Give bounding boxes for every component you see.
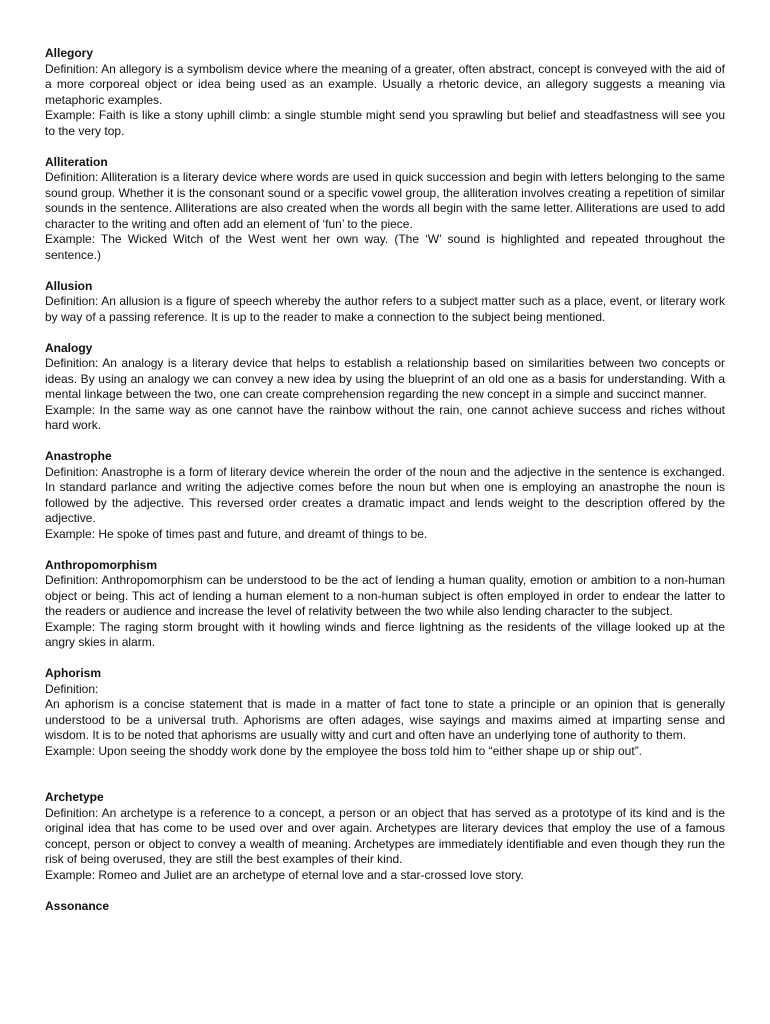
term-heading: Archetype — [45, 790, 104, 804]
glossary-page — [45, 46, 725, 930]
definition-text: Definition: Anthropomorphism can be understood to be the act of lending a human quality, emotion or ambition to a non-human object or being. This act of lending a human element to a non-human subject is often employed in order to endear the latter to the readers or audience and increase the level of relativity between the two while also lending character to the subject. — [45, 573, 725, 618]
example-text: Example: He spoke of times past and future, and dreamt of things to be. — [45, 526, 428, 541]
example-text: Example: Romeo and Juliet are an archetype of eternal love and a star-crossed love story. — [45, 867, 524, 882]
entry-assonance — [45, 899, 725, 915]
entry-alliteration — [45, 155, 725, 264]
entry-anastrophe — [45, 449, 725, 542]
term-heading: Allusion — [45, 278, 93, 293]
entry-anthropomorphism — [45, 558, 725, 651]
term-heading: Assonance — [45, 898, 110, 913]
example-text: Example: The Wicked Witch of the West went her own way. (The ‘W’ sound is highlighted and repeated throughout the sentence.) — [45, 232, 725, 262]
example-text: Example: Upon seeing the shoddy work done by the employee the boss told him to “either shape up or ship out”. — [45, 743, 643, 758]
definition-text: Definition: Alliteration is a literary device where words are used in quick succession and begin with letters belonging to the same sound group. Whether it is the consonant sound or a specific vowel group, the alliteration involves creating a repetition of similar sounds in the sentence. Alliterations are also created when the words all begin with the same letter. Alliterations are used to add character to the writing and often add an element of ‘fun’ to the piece. — [45, 170, 725, 231]
term-heading: Anthropomorphism — [45, 557, 157, 572]
entry-allusion — [45, 279, 725, 326]
term-heading: Alliteration — [45, 154, 108, 169]
example-text: Example: In the same way as one cannot have the rainbow without the rain, one cannot achieve success and riches without hard work. — [45, 402, 725, 432]
term-heading: Aphorism — [45, 666, 102, 680]
example-text: Example: The raging storm brought with it howling winds and fierce lightning as the residents of the village looked up at the angry skies in alarm. — [45, 619, 725, 649]
entry-allegory — [45, 46, 725, 139]
definition-label: Definition: — [45, 681, 99, 696]
definition-text: Definition: An archetype is a reference to a concept, a person or an object that has served as a prototype of its kind and is the original idea that has come to be used over and over again. Archetypes are literary devices that employ the use of a famous concept, person or object to convey a wealth of meaning. Archetypes are immediately identifiable and even though they run the risk of being overused, they are still the best examples of their kind. — [45, 805, 725, 866]
definition-text: Definition: An allusion is a figure of speech whereby the author refers to a subject matter such as a place, event, or literary work by way of a passing reference. It is up to the reader to make a connection to the subject being mentioned. — [45, 294, 725, 324]
entry-archetype — [45, 790, 725, 883]
definition-text: Definition: Anastrophe is a form of literary device wherein the order of the noun and the adjective in the sentence is exchanged. In standard parlance and writing the adjective comes before the noun but when one is employing an anastrophe the noun is followed by the adjective. This reversed order creates a dramatic impact and lends weight to the description offered by the adjective. — [45, 464, 725, 525]
definition-text: Definition: An allegory is a symbolism device where the meaning of a greater, often abstract, concept is conveyed with the aid of a more corporeal object or idea being used as an example. Usually a rhetoric device, an allegory suggests a meaning via metaphoric examples. — [45, 61, 725, 107]
definition-text: An aphorism is a concise statement that is made in a matter of fact tone to state a principle or an opinion that is generally understood to be a universal truth. Aphorisms are often adages, wise sayings and maxims aimed at imparting sense and wisdom. It is to be noted that aphorisms are usually witty and curt and often have an underlying tone of authority to them. — [45, 697, 725, 742]
term-heading: Anastrophe — [45, 449, 112, 463]
example-text: Example: Faith is like a stony uphill climb: a single stumble might send you sprawling but belief and steadfastness will see you to the very top. — [45, 108, 725, 138]
term-heading: Analogy — [45, 340, 93, 355]
definition-text: Definition: An analogy is a literary device that helps to establish a relationship based on similarities between two concepts or ideas. By using an analogy we can convey a new idea by using the blueprint of an old one as a basis for understanding. With a mental linkage between the two, one can create comprehension regarding the new concept in a simple and succinct manner. — [45, 356, 725, 401]
entry-analogy — [45, 341, 725, 434]
term-heading: Allegory — [45, 46, 94, 60]
entry-aphorism — [45, 666, 725, 759]
